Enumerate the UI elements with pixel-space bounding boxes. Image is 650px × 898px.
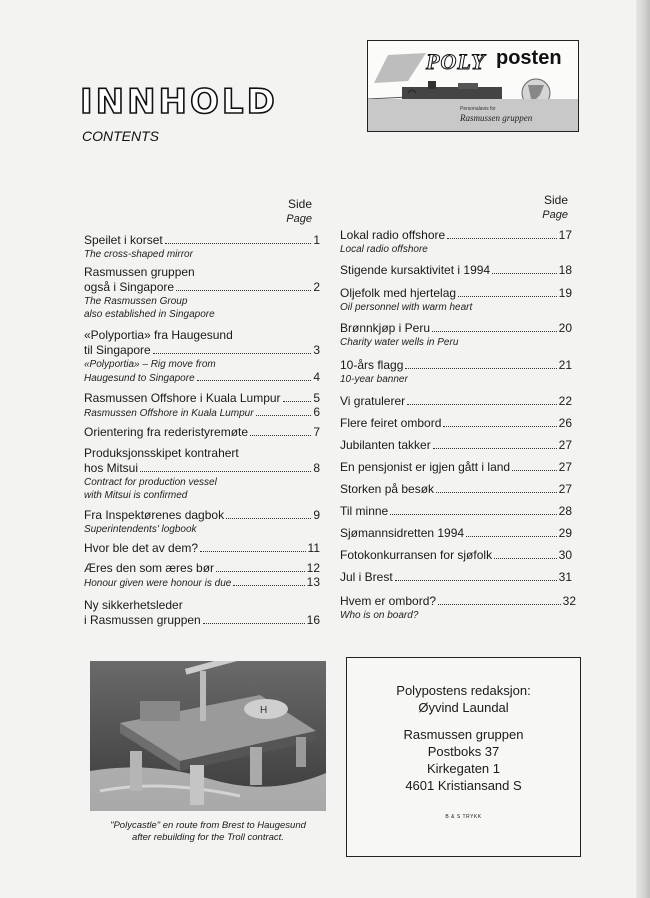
entry-translation: Charity water wells in Peru <box>340 337 459 348</box>
entry-title: Æres den som æres bør <box>84 561 215 575</box>
rig-photo <box>90 661 326 811</box>
toc-entry[interactable] <box>84 265 320 321</box>
entry-translation: Contract for production vessel <box>84 477 217 488</box>
entry-translation: Who is on board? <box>340 610 419 621</box>
toc-entry[interactable] <box>84 233 320 261</box>
toc-entry[interactable] <box>340 570 572 585</box>
entry-page: 4 <box>313 370 320 384</box>
toc-entry[interactable] <box>340 416 572 431</box>
entry-page: 21 <box>558 358 572 372</box>
entry-page: 11 <box>307 541 320 555</box>
entry-page: 7 <box>313 425 320 439</box>
toc-entry[interactable] <box>340 263 572 278</box>
toc-entry[interactable] <box>340 526 572 541</box>
toc-entry[interactable] <box>84 425 320 440</box>
logo-word-poly: POLY <box>426 49 486 74</box>
entry-title: Hvem er ombord? <box>340 594 437 608</box>
entry-page: 9 <box>313 508 320 522</box>
entry-page: 13 <box>306 575 320 589</box>
entry-page: 16 <box>306 613 320 627</box>
toc-entry[interactable] <box>340 358 572 386</box>
left-column-header <box>262 197 312 227</box>
entry-title: hos Mitsui <box>84 461 139 475</box>
entry-translation: with Mitsui is confirmed <box>84 490 188 501</box>
entry-title: Sjømannsidretten 1994 <box>340 526 465 540</box>
printer-credit: B & S TRYKK <box>445 814 482 820</box>
toc-entry[interactable] <box>84 561 320 590</box>
entry-translation: Honour given were honour is due <box>84 578 232 589</box>
entry-page: 30 <box>558 548 572 562</box>
entry-page: 2 <box>313 280 320 294</box>
toc-entry[interactable] <box>340 504 572 519</box>
entry-page: 32 <box>562 594 576 608</box>
editorial-pobox: Postboks 37 <box>427 744 500 759</box>
entry-title: Jubilanten takker <box>340 438 431 452</box>
toc-entry[interactable] <box>340 594 576 622</box>
entry-page: 26 <box>558 416 572 430</box>
entry-page: 5 <box>313 391 320 405</box>
column-header-side: Side <box>543 193 568 207</box>
logo-word-posten: posten <box>496 47 562 69</box>
entry-page: 27 <box>558 438 572 452</box>
entry-title: 10-års flagg <box>340 358 404 372</box>
entry-title: Flere feiret ombord <box>340 416 442 430</box>
entry-title: Speilet i korset <box>84 233 163 247</box>
entry-page: 3 <box>313 343 320 357</box>
entry-title: Rasmussen Offshore i Kuala Lumpur <box>84 391 281 405</box>
editorial-box <box>346 657 581 857</box>
entry-page: 29 <box>558 526 572 540</box>
toc-entry[interactable] <box>340 228 572 256</box>
entry-page: 6 <box>313 405 320 419</box>
entry-page: 17 <box>558 228 572 242</box>
entry-title: Oljefolk med hjertelag <box>340 286 457 300</box>
toc-entry[interactable] <box>84 508 320 536</box>
entry-page: 31 <box>558 570 572 584</box>
entry-page: 20 <box>558 321 572 335</box>
entry-title: Produksjonsskipet kontrahert <box>84 446 239 460</box>
entry-translation: Haugesund to Singapore <box>84 373 195 384</box>
editorial-street: Kirkegaten 1 <box>427 761 500 776</box>
toc-entry[interactable] <box>84 446 320 502</box>
caption-line: "Polycastle" en route from Brest to Haugesund <box>110 820 306 831</box>
entry-translation: Local radio offshore <box>340 244 428 255</box>
entry-title: Orientering fra rederistyremøte <box>84 425 249 439</box>
toc-entry[interactable] <box>84 328 320 385</box>
entry-page: 12 <box>306 561 320 575</box>
toc-entry[interactable] <box>84 541 320 556</box>
entry-title: Storken på besøk <box>340 482 435 496</box>
entry-translation: «Polyportia» – Rig move from <box>84 359 216 370</box>
entry-translation: also established in Singapore <box>84 309 215 320</box>
entry-title: til Singapore <box>84 343 151 357</box>
entry-page: 27 <box>558 460 572 474</box>
toc-entry[interactable] <box>84 391 320 420</box>
entry-title: Hvor ble det av dem? <box>84 541 199 555</box>
editorial-company: Rasmussen gruppen <box>403 727 524 742</box>
entry-title: Jul i Brest <box>340 570 393 584</box>
toc-entry[interactable] <box>340 394 572 409</box>
entry-title: Stigende kursaktivitet i 1994 <box>340 263 491 277</box>
entry-title: også i Singapore <box>84 280 175 294</box>
entry-title: Fra Inspektørenes dagbok <box>84 508 225 522</box>
entry-title: Ny sikkerhetsleder <box>84 598 183 612</box>
page-title: INNHOLD <box>80 82 278 122</box>
column-header-page: Page <box>286 213 312 225</box>
toc-entry[interactable] <box>340 548 572 563</box>
entry-title: i Rasmussen gruppen <box>84 613 201 627</box>
entry-title: Vi gratulerer <box>340 394 406 408</box>
entry-translation: 10-year banner <box>340 374 408 385</box>
entry-translation: Rasmussen Offshore in Kuala Lumpur <box>84 408 254 419</box>
entry-title: Brønnkjøp i Peru <box>340 321 431 335</box>
entry-translation: The cross-shaped mirror <box>84 249 193 260</box>
entry-page: 1 <box>313 233 320 247</box>
entry-translation: Superintendents' logbook <box>84 524 197 535</box>
svg-text:H: H <box>260 705 268 716</box>
photo-caption <box>70 820 346 844</box>
logo-publisher: Rasmussen gruppen <box>460 113 533 123</box>
column-header-page: Page <box>542 209 568 221</box>
page-subtitle: CONTENTS <box>82 128 159 144</box>
toc-entry[interactable] <box>340 482 572 497</box>
entry-page: 19 <box>558 286 572 300</box>
right-column-header <box>518 193 568 223</box>
toc-entry[interactable] <box>340 286 572 314</box>
entry-title: Fotokonkurransen for sjøfolk <box>340 548 493 562</box>
entry-page: 28 <box>558 504 572 518</box>
column-header-side: Side <box>287 197 312 211</box>
polyposten-logo <box>367 40 579 132</box>
toc-entry[interactable] <box>340 460 572 475</box>
page-edge <box>636 0 650 898</box>
entry-page: 22 <box>558 394 572 408</box>
entry-title: «Polyportia» fra Haugesund <box>84 328 233 342</box>
entry-page: 8 <box>313 461 320 475</box>
entry-translation: The Rasmussen Group <box>84 296 188 307</box>
toc-entry[interactable] <box>340 321 572 349</box>
entry-page: 27 <box>558 482 572 496</box>
entry-translation: Oil personnel with warm heart <box>340 302 473 313</box>
toc-entry[interactable] <box>340 438 572 453</box>
toc-entry[interactable] <box>84 598 320 628</box>
logo-tagline: Personalavis for <box>460 106 496 112</box>
caption-line: after rebuilding for the Troll contract. <box>132 832 284 843</box>
editorial-editor: Øyvind Laundal <box>418 700 509 715</box>
entry-page: 18 <box>558 263 572 277</box>
entry-title: Rasmussen gruppen <box>84 265 195 279</box>
editorial-heading: Polypostens redaksjon: <box>396 683 531 698</box>
entry-title: Lokal radio offshore <box>340 228 446 242</box>
entry-title: En pensjonist er igjen gått i land <box>340 460 511 474</box>
entry-title: Til minne <box>340 504 389 518</box>
editorial-city: 4601 Kristiansand S <box>405 778 522 793</box>
